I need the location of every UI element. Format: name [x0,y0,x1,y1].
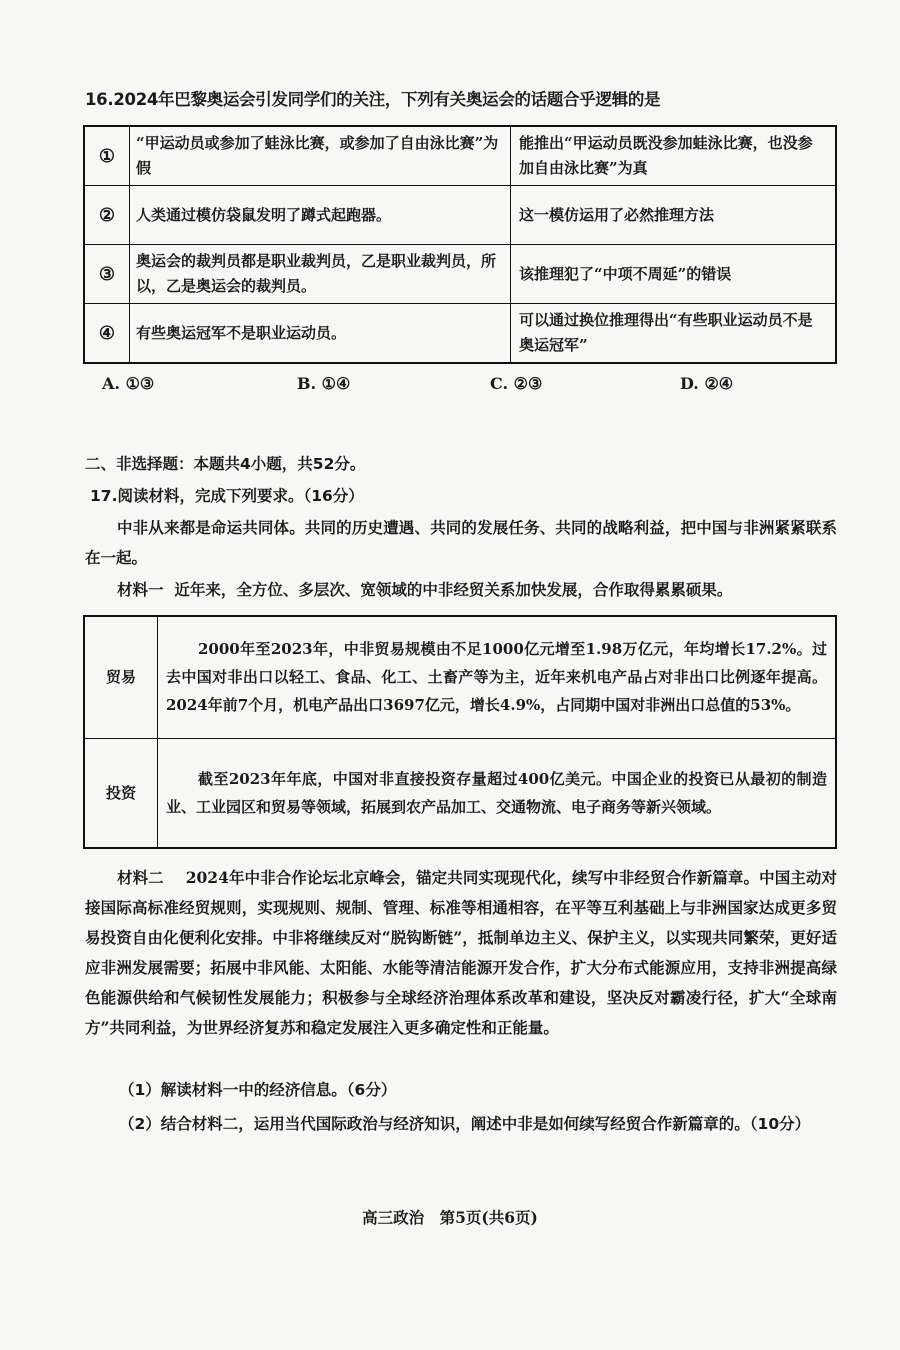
material-2-label: 材料二 [117,869,164,887]
option-value: ①③ [125,374,155,393]
row-number: ① [84,126,130,186]
statement-cell: 人类通过模仿袋鼠发明了蹲式起跑器。 [130,186,511,245]
content-cell: 2000年至2023年，中非贸易规模由不足1000亿元增至1.98万亿元，年均增长17.2%。过去中国对非出口以轻工、食品、化工、土畜产等为主，近年来机电产品占对非出口比例逐年提高。2024年前7个月，机电产品出口3697亿元，增长4.9%，占同期中国对非洲出口总值的53%。 [158,616,837,738]
statement-cell: 奥运会的裁判员都是职业裁判员，乙是职业裁判员，所以，乙是奥运会的裁判员。 [130,245,511,304]
question-16-title: 16.2024年巴黎奥运会引发同学们的关注，下列有关奥运会的话题合乎逻辑的是 [85,90,661,109]
sub-question-1: （1）解读材料一中的经济信息。（6分） [119,1081,397,1099]
page-footer: 高三政治 第5页(共6页) [362,1208,538,1227]
table-row [84,245,836,304]
question-16-table [83,125,837,364]
table-row [84,186,836,245]
option-letter: C. [490,374,509,393]
option-letter: D. [680,374,699,393]
category-cell: 贸易 [84,616,158,738]
judgment-cell: 这一模仿运用了必然推理方法 [511,186,837,245]
category-cell: 投资 [84,738,158,848]
option-a[interactable] [102,374,154,393]
statement-cell: “甲运动员或参加了蛙泳比赛，或参加了自由泳比赛”为假 [130,126,511,186]
option-c[interactable] [490,374,542,393]
option-d[interactable] [680,374,733,393]
content-cell: 截至2023年年底，中国对非直接投资存量超过400亿美元。中国企业的投资已从最初的制造业、工业园区和贸易等领域，拓展到农产品加工、交通物流、电子商务等新兴领域。 [158,738,837,848]
option-value: ②④ [704,374,734,393]
material-1-label: 材料一 [117,581,164,599]
table-row [84,616,836,738]
option-value: ②③ [513,374,543,393]
judgment-cell: 能推出“甲运动员既没参加蛙泳比赛，也没参加自由泳比赛”为真 [511,126,837,186]
option-b[interactable] [297,374,350,393]
judgment-cell: 该推理犯了“中项不周延”的错误 [511,245,837,304]
material-2-text: 2024年中非合作论坛北京峰会，锚定共同实现现代化，续写中非经贸合作新篇章。中国主动对接国际高标准经贸规则，实现规则、规制、管理、标准等相通相容，在平等互利基础上与非洲国家达成更多贸易投资自由化便利化安排。中非将继续反对“脱钩断链”，抵制单边主义、保护主义，以实现共同繁荣，更好适应非洲发展需要；拓展中非风能、太阳能、水能等清洁能源开发合作，扩大分布式能源应用，支持非洲提高绿色能源供给和气候韧性发展能力；积极参与全球经济治理体系改革和建设，坚决反对霸凌行径，扩大“全球南方”共同利益，为世界经济复苏和稳定发展注入更多确定性和正能量。 [85,868,837,1037]
question-17-title: 17.阅读材料，完成下列要求。（16分） [90,487,364,505]
material-1-paragraph [85,575,837,605]
option-value: ①④ [321,374,351,393]
section-heading: 二、非选择题：本题共4小题，共52分。 [85,455,366,473]
material-1-text: 近年来，全方位、多层次、宽领域的中非经贸关系加快发展，合作取得累累硕果。 [174,580,733,599]
judgment-cell: 可以通过换位推理得出“有些职业运动员不是奥运冠军” [511,304,837,364]
table-row [84,126,836,186]
material-1-table [83,615,837,849]
intro-paragraph: 中非从来都是命运共同体。共同的历史遭遇、共同的发展任务、共同的战略利益，把中国与非洲紧紧联系在一起。 [85,518,837,567]
row-number: ② [84,186,130,245]
sub-question-2: （2）结合材料二，运用当代国际政治与经济知识，阐述中非是如何续写经贸合作新篇章的。（10分） [119,1115,811,1133]
option-letter: B. [297,374,317,393]
option-letter: A. [102,374,120,393]
row-number: ③ [84,245,130,304]
statement-cell: 有些奥运冠军不是职业运动员。 [130,304,511,364]
row-number: ④ [84,304,130,364]
material-2-paragraph [85,863,837,1043]
table-row [84,304,836,364]
table-row [84,738,836,848]
